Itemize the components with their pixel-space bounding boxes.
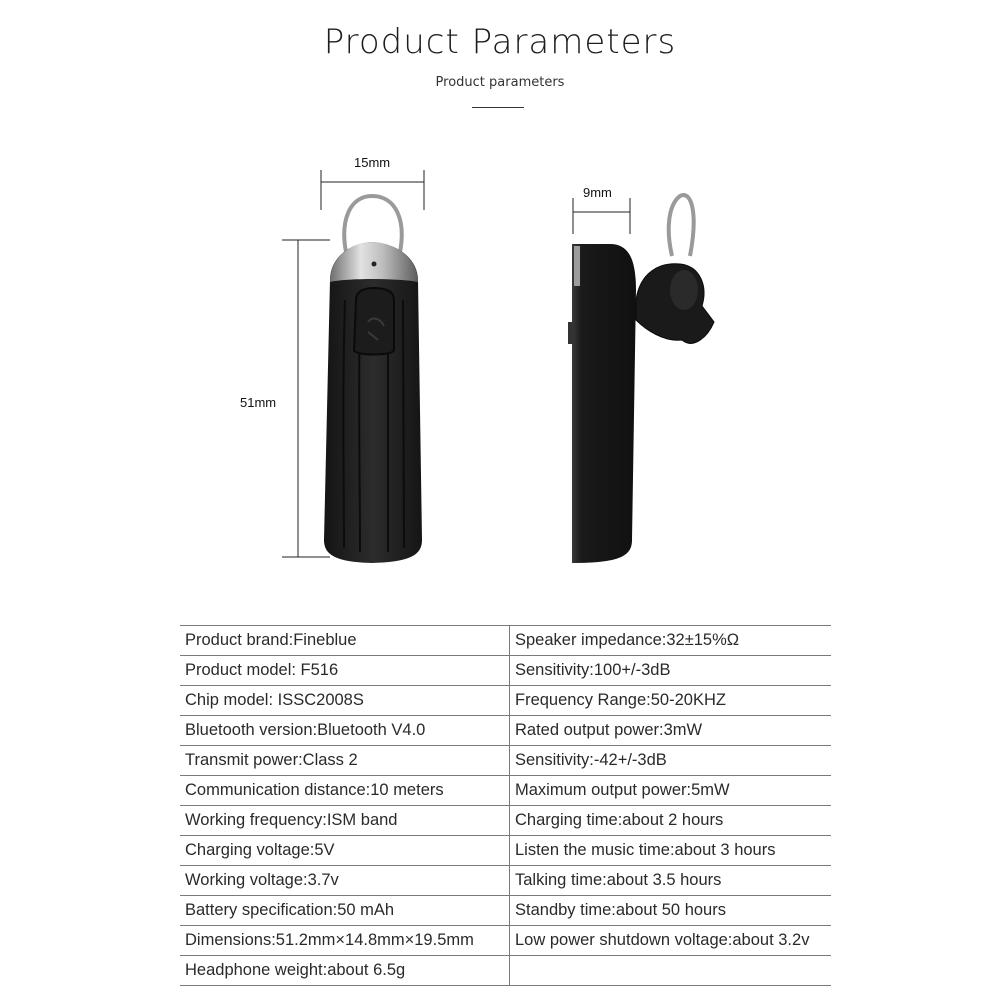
earpiece-front-view [324, 196, 422, 563]
spec-right-cell: Maximum output power:5mW [510, 776, 832, 806]
front-width-dimension [321, 170, 424, 210]
speaker-tip [670, 270, 698, 310]
spec-right-cell: Sensitivity:100+/-3dB [510, 656, 832, 686]
spec-left-cell: Communication distance:10 meters [180, 776, 510, 806]
spec-left-cell: Transmit power:Class 2 [180, 746, 510, 776]
multifunction-button-outline [354, 288, 394, 355]
spec-left-cell: Working voltage:3.7v [180, 866, 510, 896]
microphone-hole [372, 262, 377, 267]
table-row [180, 956, 831, 986]
spec-left-cell: Headphone weight:about 6.5g [180, 956, 510, 986]
table-row [180, 626, 831, 656]
spec-right-cell: Rated output power:3mW [510, 716, 832, 746]
table-row [180, 926, 831, 956]
table-row [180, 836, 831, 866]
table-row [180, 776, 831, 806]
front-height-label: 51mm [240, 395, 277, 410]
spec-right-cell: Sensitivity:-42+/-3dB [510, 746, 832, 776]
spec-right-cell: Standby time:about 50 hours [510, 896, 832, 926]
table-row [180, 686, 831, 716]
spec-left-cell: Product model: F516 [180, 656, 510, 686]
spec-right-cell: Speaker impedance:32±15%Ω [510, 626, 832, 656]
spec-right-cell: Frequency Range:50-20KHZ [510, 686, 832, 716]
earpiece-side-view [568, 195, 714, 563]
page-subtitle: Product parameters [435, 75, 565, 90]
spec-left-cell: Bluetooth version:Bluetooth V4.0 [180, 716, 510, 746]
table-row [180, 716, 831, 746]
spec-right-cell [510, 956, 832, 986]
spec-left-cell: Chip model: ISSC2008S [180, 686, 510, 716]
spec-right-cell: Charging time:about 2 hours [510, 806, 832, 836]
side-depth-label: 9mm [583, 185, 612, 200]
front-width-label: 15mm [354, 155, 391, 170]
spec-left-cell: Battery specification:50 mAh [180, 896, 510, 926]
spec-left-cell: Dimensions:51.2mm×14.8mm×19.5mm [180, 926, 510, 956]
side-button [568, 322, 574, 344]
side-depth-dimension [573, 198, 630, 234]
spec-left-cell: Product brand:Fineblue [180, 626, 510, 656]
side-ear-hook [669, 195, 694, 256]
spec-right-cell: Talking time:about 3.5 hours [510, 866, 832, 896]
side-chrome-edge [574, 246, 580, 286]
spec-right-cell: Low power shutdown voltage:about 3.2v [510, 926, 832, 956]
side-body [572, 244, 636, 563]
specifications-table [180, 625, 831, 986]
front-height-dimension [282, 240, 330, 557]
page-title: Product Parameters [323, 22, 677, 62]
table-row [180, 896, 831, 926]
table-row [180, 806, 831, 836]
spec-left-cell: Charging voltage:5V [180, 836, 510, 866]
table-row [180, 746, 831, 776]
spec-right-cell: Listen the music time:about 3 hours [510, 836, 832, 866]
table-row [180, 656, 831, 686]
table-row [180, 866, 831, 896]
spec-left-cell: Working frequency:ISM band [180, 806, 510, 836]
